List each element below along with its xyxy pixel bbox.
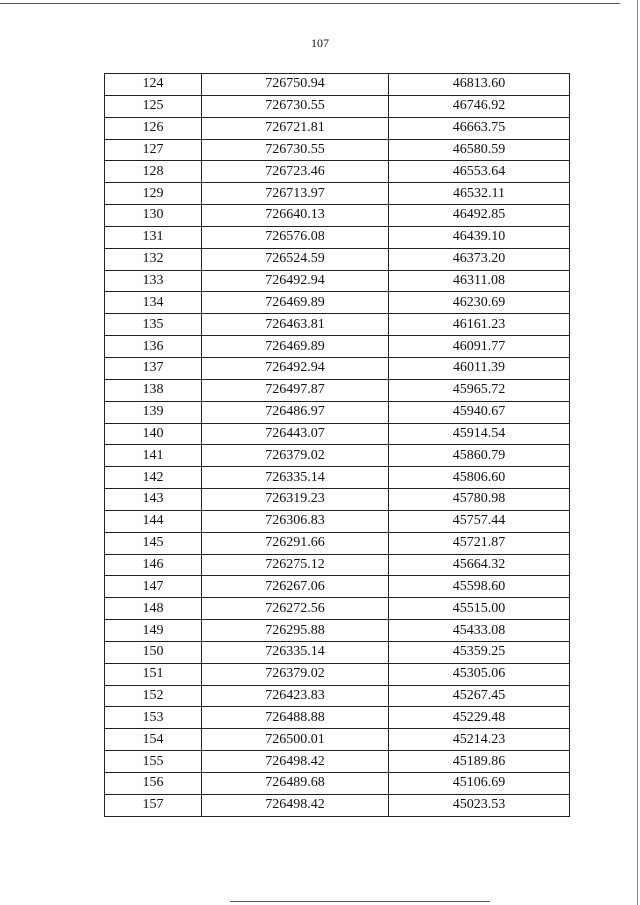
coordinate-table bbox=[104, 73, 570, 817]
table-row bbox=[105, 336, 570, 358]
y-coordinate-cell: 45433.08 bbox=[389, 620, 570, 642]
y-coordinate-cell: 45860.79 bbox=[389, 445, 570, 467]
y-coordinate-cell: 45940.67 bbox=[389, 401, 570, 423]
table-row bbox=[105, 729, 570, 751]
point-number-cell: 151 bbox=[105, 663, 202, 685]
y-coordinate-cell: 46439.10 bbox=[389, 226, 570, 248]
point-number-cell: 155 bbox=[105, 751, 202, 773]
coordinate-table-body bbox=[105, 74, 570, 817]
point-number-cell: 152 bbox=[105, 685, 202, 707]
y-coordinate-cell: 45598.60 bbox=[389, 576, 570, 598]
y-coordinate-cell: 45780.98 bbox=[389, 489, 570, 511]
table-row bbox=[105, 554, 570, 576]
x-coordinate-cell: 726488.88 bbox=[202, 707, 389, 729]
y-coordinate-cell: 46492.85 bbox=[389, 205, 570, 227]
x-coordinate-cell: 726469.89 bbox=[202, 292, 389, 314]
point-number-cell: 132 bbox=[105, 248, 202, 270]
y-coordinate-cell: 45267.45 bbox=[389, 685, 570, 707]
x-coordinate-cell: 726443.07 bbox=[202, 423, 389, 445]
x-coordinate-cell: 726275.12 bbox=[202, 554, 389, 576]
scan-edge-top bbox=[0, 3, 620, 4]
table-row bbox=[105, 773, 570, 795]
x-coordinate-cell: 726486.97 bbox=[202, 401, 389, 423]
x-coordinate-cell: 726295.88 bbox=[202, 620, 389, 642]
y-coordinate-cell: 46663.75 bbox=[389, 117, 570, 139]
y-coordinate-cell: 45515.00 bbox=[389, 598, 570, 620]
table-row bbox=[105, 794, 570, 816]
x-coordinate-cell: 726306.83 bbox=[202, 510, 389, 532]
point-number-cell: 135 bbox=[105, 314, 202, 336]
point-number-cell: 153 bbox=[105, 707, 202, 729]
table-row bbox=[105, 314, 570, 336]
table-row bbox=[105, 663, 570, 685]
y-coordinate-cell: 46011.39 bbox=[389, 357, 570, 379]
point-number-cell: 142 bbox=[105, 467, 202, 489]
point-number-cell: 143 bbox=[105, 489, 202, 511]
table-row bbox=[105, 161, 570, 183]
y-coordinate-cell: 46091.77 bbox=[389, 336, 570, 358]
point-number-cell: 136 bbox=[105, 336, 202, 358]
y-coordinate-cell: 45305.06 bbox=[389, 663, 570, 685]
x-coordinate-cell: 726379.02 bbox=[202, 445, 389, 467]
table-row bbox=[105, 95, 570, 117]
x-coordinate-cell: 726272.56 bbox=[202, 598, 389, 620]
x-coordinate-cell: 726713.97 bbox=[202, 183, 389, 205]
y-coordinate-cell: 46746.92 bbox=[389, 95, 570, 117]
table-row bbox=[105, 401, 570, 423]
x-coordinate-cell: 726498.42 bbox=[202, 751, 389, 773]
y-coordinate-cell: 45359.25 bbox=[389, 641, 570, 663]
table-row bbox=[105, 510, 570, 532]
table-row bbox=[105, 445, 570, 467]
table-row bbox=[105, 205, 570, 227]
scan-edge-bottom bbox=[230, 901, 490, 902]
table-row bbox=[105, 641, 570, 663]
y-coordinate-cell: 45721.87 bbox=[389, 532, 570, 554]
x-coordinate-cell: 726723.46 bbox=[202, 161, 389, 183]
x-coordinate-cell: 726524.59 bbox=[202, 248, 389, 270]
y-coordinate-cell: 45757.44 bbox=[389, 510, 570, 532]
table-row bbox=[105, 751, 570, 773]
table-row bbox=[105, 576, 570, 598]
point-number-cell: 138 bbox=[105, 379, 202, 401]
table-row bbox=[105, 183, 570, 205]
point-number-cell: 124 bbox=[105, 74, 202, 96]
point-number-cell: 148 bbox=[105, 598, 202, 620]
table-row bbox=[105, 226, 570, 248]
table-row bbox=[105, 357, 570, 379]
y-coordinate-cell: 46532.11 bbox=[389, 183, 570, 205]
x-coordinate-cell: 726489.68 bbox=[202, 773, 389, 795]
y-coordinate-cell: 45023.53 bbox=[389, 794, 570, 816]
y-coordinate-cell: 45106.69 bbox=[389, 773, 570, 795]
table-row bbox=[105, 117, 570, 139]
point-number-cell: 145 bbox=[105, 532, 202, 554]
y-coordinate-cell: 46161.23 bbox=[389, 314, 570, 336]
point-number-cell: 127 bbox=[105, 139, 202, 161]
table-row bbox=[105, 270, 570, 292]
y-coordinate-cell: 45229.48 bbox=[389, 707, 570, 729]
table-row bbox=[105, 248, 570, 270]
x-coordinate-cell: 726463.81 bbox=[202, 314, 389, 336]
x-coordinate-cell: 726721.81 bbox=[202, 117, 389, 139]
point-number-cell: 146 bbox=[105, 554, 202, 576]
point-number-cell: 140 bbox=[105, 423, 202, 445]
table-row bbox=[105, 139, 570, 161]
table-row bbox=[105, 74, 570, 96]
y-coordinate-cell: 45664.32 bbox=[389, 554, 570, 576]
page-number: 107 bbox=[311, 36, 329, 50]
x-coordinate-cell: 726267.06 bbox=[202, 576, 389, 598]
x-coordinate-cell: 726498.42 bbox=[202, 794, 389, 816]
x-coordinate-cell: 726576.08 bbox=[202, 226, 389, 248]
point-number-cell: 144 bbox=[105, 510, 202, 532]
table-row bbox=[105, 685, 570, 707]
x-coordinate-cell: 726319.23 bbox=[202, 489, 389, 511]
point-number-cell: 126 bbox=[105, 117, 202, 139]
x-coordinate-cell: 726469.89 bbox=[202, 336, 389, 358]
scan-edge-right bbox=[637, 0, 638, 905]
point-number-cell: 137 bbox=[105, 357, 202, 379]
point-number-cell: 129 bbox=[105, 183, 202, 205]
table-row bbox=[105, 532, 570, 554]
y-coordinate-cell: 46373.20 bbox=[389, 248, 570, 270]
point-number-cell: 125 bbox=[105, 95, 202, 117]
point-number-cell: 154 bbox=[105, 729, 202, 751]
table-row bbox=[105, 379, 570, 401]
table-row bbox=[105, 707, 570, 729]
point-number-cell: 130 bbox=[105, 205, 202, 227]
table-row bbox=[105, 292, 570, 314]
y-coordinate-cell: 45914.54 bbox=[389, 423, 570, 445]
x-coordinate-cell: 726335.14 bbox=[202, 467, 389, 489]
table-row bbox=[105, 620, 570, 642]
x-coordinate-cell: 726423.83 bbox=[202, 685, 389, 707]
y-coordinate-cell: 46311.08 bbox=[389, 270, 570, 292]
y-coordinate-cell: 45214.23 bbox=[389, 729, 570, 751]
x-coordinate-cell: 726500.01 bbox=[202, 729, 389, 751]
table-row bbox=[105, 489, 570, 511]
point-number-cell: 133 bbox=[105, 270, 202, 292]
x-coordinate-cell: 726492.94 bbox=[202, 270, 389, 292]
point-number-cell: 157 bbox=[105, 794, 202, 816]
point-number-cell: 149 bbox=[105, 620, 202, 642]
x-coordinate-cell: 726335.14 bbox=[202, 641, 389, 663]
point-number-cell: 139 bbox=[105, 401, 202, 423]
point-number-cell: 147 bbox=[105, 576, 202, 598]
point-number-cell: 134 bbox=[105, 292, 202, 314]
point-number-cell: 141 bbox=[105, 445, 202, 467]
point-number-cell: 128 bbox=[105, 161, 202, 183]
table-row bbox=[105, 598, 570, 620]
point-number-cell: 150 bbox=[105, 641, 202, 663]
y-coordinate-cell: 46580.59 bbox=[389, 139, 570, 161]
point-number-cell: 156 bbox=[105, 773, 202, 795]
y-coordinate-cell: 46553.64 bbox=[389, 161, 570, 183]
point-number-cell: 131 bbox=[105, 226, 202, 248]
x-coordinate-cell: 726379.02 bbox=[202, 663, 389, 685]
y-coordinate-cell: 46813.60 bbox=[389, 74, 570, 96]
x-coordinate-cell: 726730.55 bbox=[202, 139, 389, 161]
y-coordinate-cell: 45189.86 bbox=[389, 751, 570, 773]
x-coordinate-cell: 726497.87 bbox=[202, 379, 389, 401]
table-row bbox=[105, 423, 570, 445]
x-coordinate-cell: 726291.66 bbox=[202, 532, 389, 554]
y-coordinate-cell: 45806.60 bbox=[389, 467, 570, 489]
x-coordinate-cell: 726492.94 bbox=[202, 357, 389, 379]
y-coordinate-cell: 45965.72 bbox=[389, 379, 570, 401]
x-coordinate-cell: 726730.55 bbox=[202, 95, 389, 117]
y-coordinate-cell: 46230.69 bbox=[389, 292, 570, 314]
x-coordinate-cell: 726750.94 bbox=[202, 74, 389, 96]
x-coordinate-cell: 726640.13 bbox=[202, 205, 389, 227]
table-row bbox=[105, 467, 570, 489]
